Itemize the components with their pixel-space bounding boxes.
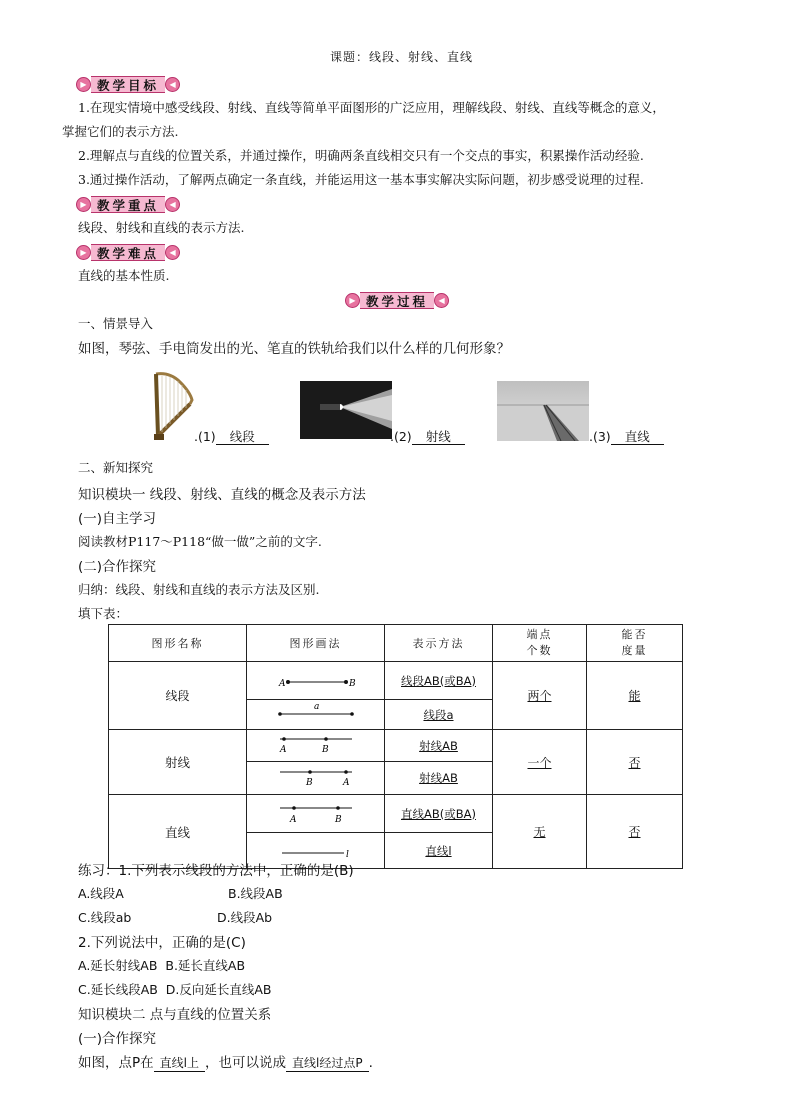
table-row bbox=[109, 662, 683, 700]
table-header-row bbox=[109, 625, 683, 662]
process-badge bbox=[345, 292, 449, 309]
summary-text: 归纳：线段、射线和直线的表示方法及区别. bbox=[78, 582, 320, 597]
blank-1: 直线l上 bbox=[154, 1056, 205, 1072]
key-badge bbox=[76, 196, 180, 213]
header-endpoints: 端点 个数 bbox=[493, 625, 587, 662]
line-endpoints bbox=[493, 795, 587, 869]
line-notation-2 bbox=[385, 833, 493, 869]
arrow-left-icon: ◀ bbox=[165, 197, 180, 212]
segment-endpoints bbox=[493, 662, 587, 730]
q2-options-ab: A.延长射线AB B.延长直线AB bbox=[78, 958, 246, 973]
segment-measurable bbox=[587, 662, 683, 730]
goal-1b: 掌握它们的表示方法. bbox=[62, 124, 179, 139]
part2-heading: 二、新知探究 bbox=[78, 460, 154, 475]
ray2-b-label: B bbox=[305, 778, 313, 788]
goal-2: 2.理解点与直线的位置关系，并通过操作，明确两条直线相交只有一个交点的事实，积累操作活动经验. bbox=[78, 148, 644, 163]
railway-image bbox=[497, 381, 589, 441]
goals-badge-label: 教学目标 bbox=[91, 76, 165, 93]
part1-heading: 一、情景导入 bbox=[78, 316, 154, 331]
line-l-label: l bbox=[345, 850, 349, 860]
arrow-left-icon: ◀ bbox=[165, 245, 180, 260]
ray-notation-1-text: 射线AB bbox=[419, 738, 458, 753]
line-b-label: B bbox=[334, 815, 342, 825]
goals-badge bbox=[76, 76, 180, 93]
segment-endpoints-text: 两个 bbox=[527, 689, 552, 703]
segment-a-label: a bbox=[313, 702, 319, 712]
fill-table-text: 填下表： bbox=[78, 606, 129, 621]
label-3-answer: 直线 bbox=[611, 429, 664, 445]
line-drawing-1 bbox=[247, 795, 385, 833]
difficulty-badge-label: 教学难点 bbox=[91, 244, 165, 261]
module2-coop: (一)合作探究 bbox=[78, 1031, 157, 1047]
label-2 bbox=[390, 429, 465, 445]
segment-measurable-text: 能 bbox=[628, 689, 641, 703]
row-ray-name: 射线 bbox=[109, 730, 247, 795]
segment-notation-2 bbox=[385, 700, 493, 730]
ray2-a-label: A bbox=[342, 778, 349, 788]
module1-heading: 知识模块一 线段、射线、直线的概念及表示方法 bbox=[78, 487, 366, 503]
sentence-part-1: 如图，点P在 bbox=[78, 1055, 154, 1071]
segment-notation-2-text: 线段a bbox=[423, 707, 454, 722]
read-instruction: 阅读教材P117～P118“做一做”之前的文字. bbox=[78, 534, 322, 549]
header-name: 图形名称 bbox=[109, 625, 247, 662]
summary-table bbox=[108, 624, 683, 869]
q1-option-b: B.线段AB bbox=[228, 886, 283, 901]
part1-question: 如图，琴弦、手电筒发出的光、笔直的铁轨给我们以什么样的几何形象？ bbox=[78, 341, 510, 357]
arrow-right-icon: ▶ bbox=[76, 245, 91, 260]
line-measurable-text: 否 bbox=[628, 825, 641, 839]
goal-3: 3.通过操作活动，了解两点确定一条直线，并能运用这一基本事实解决实际问题，初步感受说理的过程. bbox=[78, 172, 644, 187]
arrow-right-icon: ▶ bbox=[345, 293, 360, 308]
label-3-prefix: .(3) bbox=[589, 429, 611, 444]
label-1-answer: 线段 bbox=[216, 429, 269, 445]
header-notation: 表示方法 bbox=[385, 625, 493, 662]
sentence-part-2: ，也可以说成 bbox=[205, 1055, 286, 1071]
arrow-left-icon: ◀ bbox=[165, 77, 180, 92]
header-measurable: 能否 度量 bbox=[587, 625, 683, 662]
line-notation-2-text: 直线l bbox=[425, 843, 452, 858]
flashlight-image bbox=[300, 381, 392, 439]
arrow-right-icon: ▶ bbox=[76, 77, 91, 92]
header-drawing: 图形画法 bbox=[247, 625, 385, 662]
difficulty-badge bbox=[76, 244, 180, 261]
line-a-label: A bbox=[289, 815, 296, 825]
ray-endpoints bbox=[493, 730, 587, 795]
q1-option-d: D.线段Ab bbox=[217, 910, 273, 925]
q1-option-c: C.线段ab bbox=[78, 910, 132, 925]
harp-image bbox=[150, 370, 198, 442]
practice-q2: 2.下列说法中，正确的是(C) bbox=[78, 935, 246, 951]
key-badge-label: 教学重点 bbox=[91, 196, 165, 213]
blank-2: 直线l经过点P bbox=[286, 1056, 369, 1072]
arrow-left-icon: ◀ bbox=[434, 293, 449, 308]
point-a-label: A bbox=[278, 679, 285, 689]
self-study: (一)自主学习 bbox=[78, 511, 157, 527]
sentence-part-3: . bbox=[368, 1055, 373, 1071]
q1-option-a: A.线段A bbox=[78, 886, 124, 901]
ray-measurable bbox=[587, 730, 683, 795]
ray1-a-label: A bbox=[279, 745, 286, 755]
arrow-right-icon: ▶ bbox=[76, 197, 91, 212]
ray-drawing-1 bbox=[247, 730, 385, 762]
line-notation-1 bbox=[385, 795, 493, 833]
line-measurable bbox=[587, 795, 683, 869]
goal-1a: 1.在现实情境中感受线段、射线、直线等简单平面图形的广泛应用，理解线段、射线、直线等概念的意义， bbox=[78, 100, 665, 115]
row-segment-name: 线段 bbox=[109, 662, 247, 730]
label-1 bbox=[194, 429, 269, 445]
label-2-prefix: .(2) bbox=[390, 429, 412, 444]
ray-notation-2 bbox=[385, 762, 493, 795]
ray-notation-1 bbox=[385, 730, 493, 762]
process-badge-label: 教学过程 bbox=[360, 292, 434, 309]
module2-sentence bbox=[78, 1054, 373, 1072]
table-row bbox=[109, 730, 683, 762]
point-b-label: B bbox=[348, 679, 356, 689]
module2-heading: 知识模块二 点与直线的位置关系 bbox=[78, 1007, 272, 1023]
ray-drawing-2 bbox=[247, 762, 385, 795]
segment-notation-1 bbox=[385, 662, 493, 700]
label-2-answer: 射线 bbox=[412, 429, 465, 445]
practice-q1: 练习：1.下列表示线段的方法中，正确的是(B) bbox=[78, 863, 354, 879]
ray-endpoints-text: 一个 bbox=[527, 755, 552, 770]
segment-drawing-2 bbox=[247, 700, 385, 730]
segment-notation-1-text: 线段AB(或BA) bbox=[401, 673, 476, 688]
segment-drawing-1 bbox=[247, 662, 385, 700]
line-notation-1-text: 直线AB(或BA) bbox=[401, 806, 476, 821]
key-text: 线段、射线和直线的表示方法. bbox=[78, 220, 245, 235]
coop-heading: (二)合作探究 bbox=[78, 559, 157, 575]
difficulty-text: 直线的基本性质. bbox=[78, 268, 170, 283]
label-1-prefix: .(1) bbox=[194, 429, 216, 444]
line-endpoints-text: 无 bbox=[533, 825, 546, 839]
ray1-b-label: B bbox=[321, 745, 329, 755]
row-line-name: 直线 bbox=[109, 795, 247, 869]
label-3 bbox=[589, 429, 664, 445]
lesson-title: 课题：线段、射线、直线 bbox=[330, 50, 474, 64]
q2-options-cd: C.延长线段AB D.反向延长直线AB bbox=[78, 982, 272, 997]
ray-notation-2-text: 射线AB bbox=[419, 771, 458, 785]
ray-measurable-text: 否 bbox=[628, 755, 641, 770]
table-row bbox=[109, 795, 683, 833]
